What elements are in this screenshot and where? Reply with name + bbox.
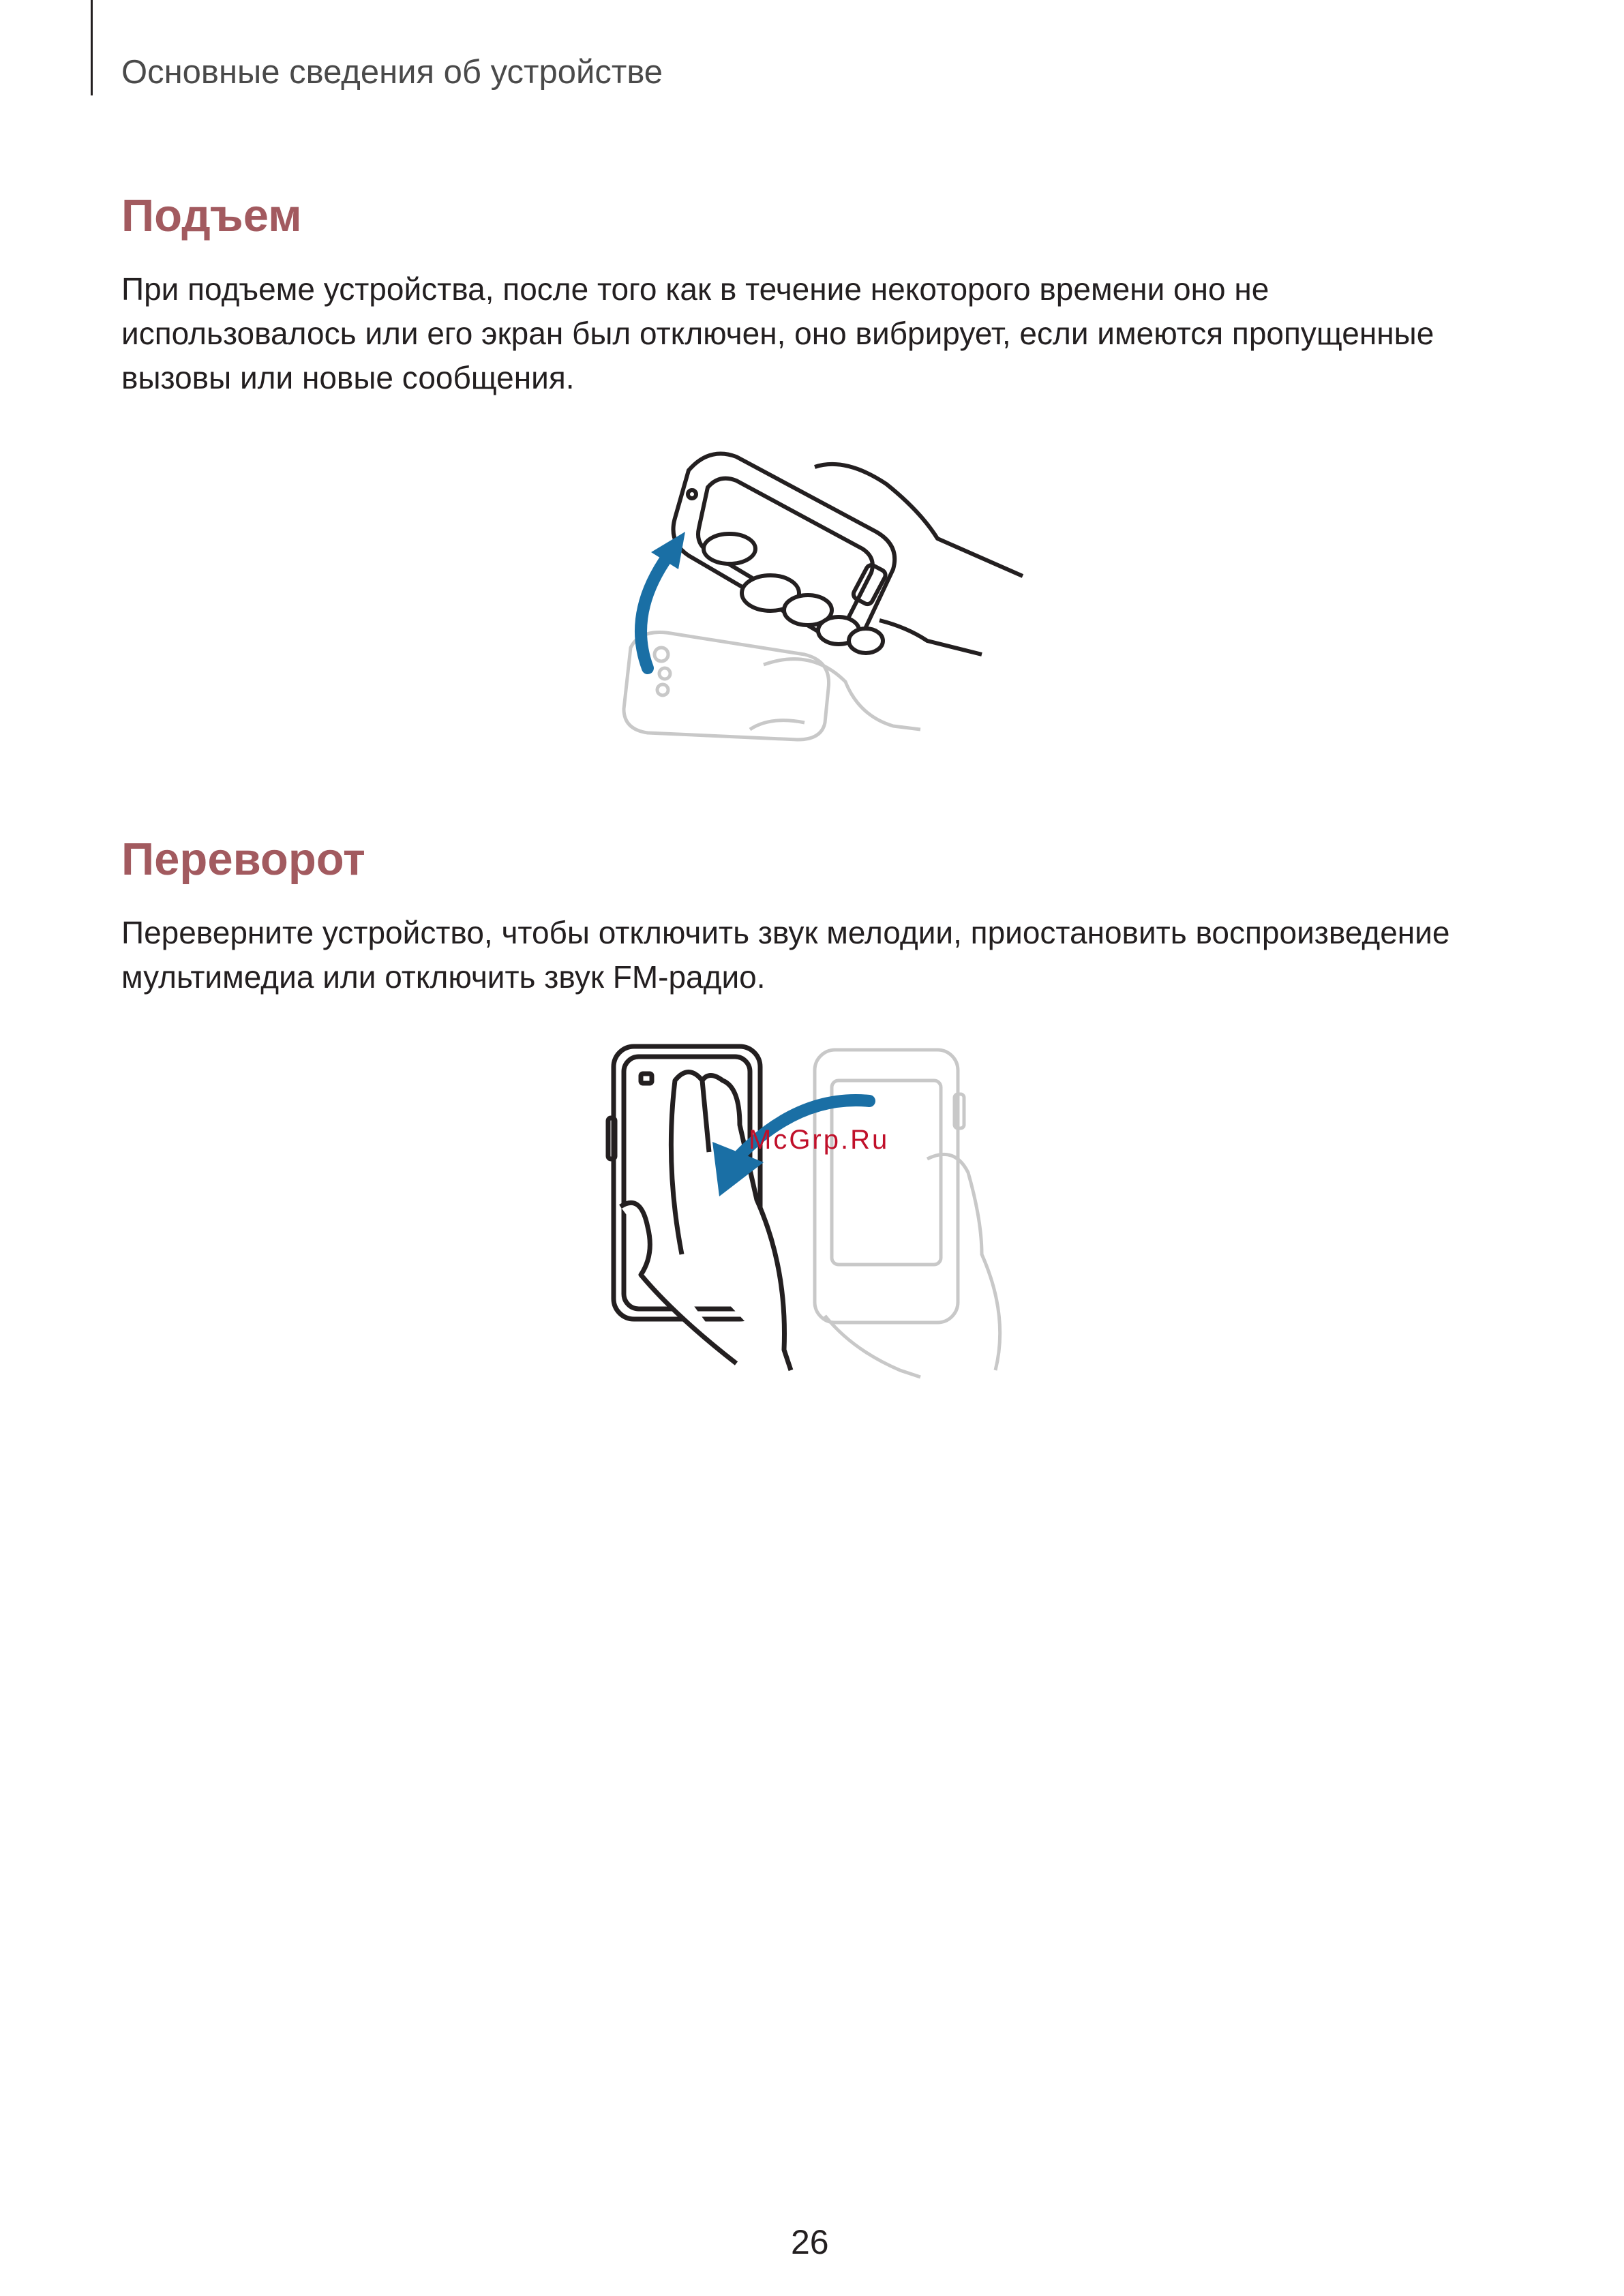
hand-icon <box>704 464 1023 654</box>
section-title-turnover: Переворот <box>121 834 365 885</box>
section-title-pickup: Подъем <box>121 190 302 241</box>
section-text-pickup: При подъеме устройства, после того как в течение некоторого времени оно не использовалось или его экран был отключен, оно вибрирует, если имеются пропущенные вызовы или новые сообщения. <box>121 271 1434 395</box>
watermark: McGrp.Ru <box>749 1125 890 1155</box>
hand-icon <box>620 1072 791 1371</box>
page-number: 26 <box>791 2223 829 2261</box>
margin-rule <box>91 0 93 95</box>
section-text-turnover: Переверните устройство, чтобы отключить звук мелодии, приостановить воспроизведение мультимедиа или отключить звук FM-радио. <box>121 915 1450 995</box>
turn-over-illustration <box>600 1029 1036 1384</box>
running-header: Основные сведения об устройстве <box>121 54 663 91</box>
pickup-illustration <box>600 429 1036 757</box>
